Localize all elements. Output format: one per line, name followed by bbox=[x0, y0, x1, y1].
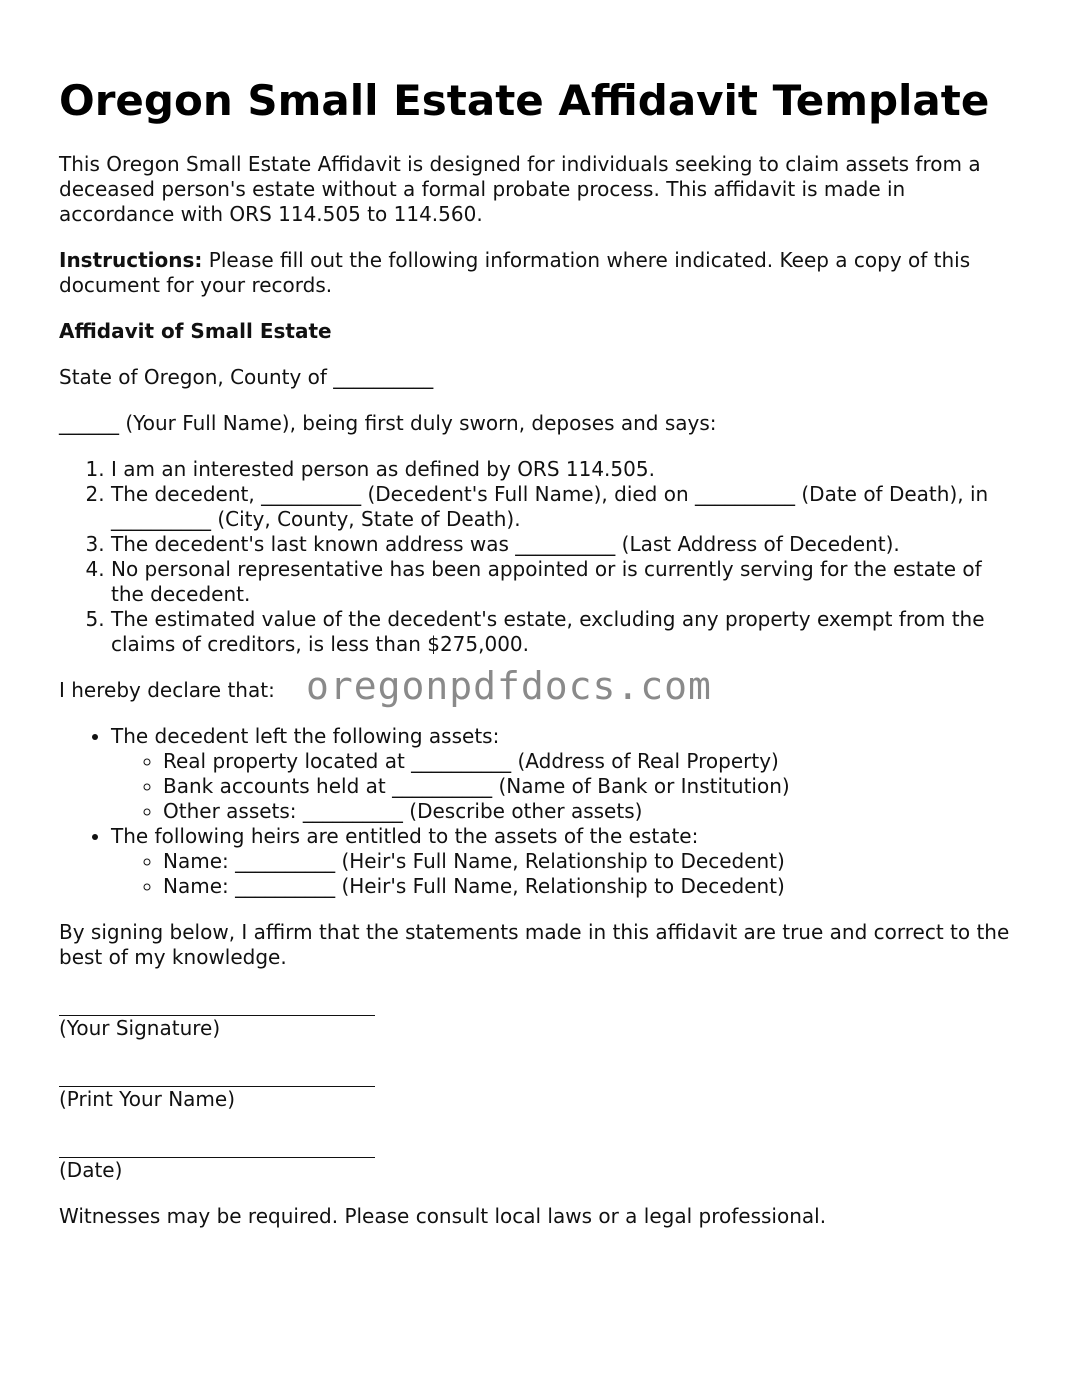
heir-item: ◦ Name: __________ (Heir's Full Name, Relationship to Decedent) bbox=[163, 849, 1019, 874]
intro-paragraph: This Oregon Small Estate Affidavit is designed for individuals seeking to claim assets from a deceased person's estate without a formal probate process. This affidavit is made in accordance with ORS 114.505 to 114.560. bbox=[59, 152, 981, 226]
sworn-line: ______ (Your Full Name), being first duly sworn, deposes and says: bbox=[59, 411, 717, 435]
affirmation-paragraph: By signing below, I affirm that the statements made in this affidavit are true and correct to the best of my knowledge. bbox=[59, 920, 1010, 969]
assets-sublist bbox=[111, 749, 1019, 824]
instructions-text: Please fill out the following information where indicated. Keep a copy of this document for your records. bbox=[59, 248, 971, 297]
declare-label: I hereby declare that: bbox=[59, 678, 275, 702]
heir-item: ◦ Name: __________ (Heir's Full Name, Relationship to Decedent) bbox=[163, 874, 1019, 899]
asset-item: ◦ Real property located at __________ (Address of Real Property) bbox=[163, 749, 1019, 774]
statement-item: 4. No personal representative has been appointed or is currently serving for the estate of the decedent. bbox=[111, 557, 1019, 607]
heirs-sublist bbox=[111, 849, 1019, 899]
statement-item: 3. The decedent's last known address was __________ (Last Address of Decedent). bbox=[111, 532, 1019, 557]
heirs-heading: The following heirs are entitled to the assets of the estate: bbox=[111, 824, 699, 848]
date-line bbox=[59, 1133, 375, 1158]
statement-item: 1. I am an interested person as defined by ORS 114.505. bbox=[111, 457, 1019, 482]
asset-item: ◦ Bank accounts held at __________ (Name of Bank or Institution) bbox=[163, 774, 1019, 799]
statement-item: 5. The estimated value of the decedent's estate, excluding any property exempt from the claims of creditors, is less than $275,000. bbox=[111, 607, 1019, 657]
footer-note: Witnesses may be required. Please consult local laws or a legal professional. bbox=[59, 1204, 827, 1228]
print-name-label: (Print Your Name) bbox=[59, 1087, 236, 1111]
statements-list bbox=[59, 457, 1019, 657]
statement-item: 2. The decedent, __________ (Decedent's Full Name), died on __________ (Date of Death), in __________ (City, County, State of Death). bbox=[111, 482, 1019, 532]
heirs-item bbox=[111, 824, 1019, 899]
signature-label: (Your Signature) bbox=[59, 1016, 221, 1040]
print-name-line bbox=[59, 1062, 375, 1087]
date-label: (Date) bbox=[59, 1158, 123, 1182]
instructions-label: Instructions: bbox=[59, 248, 203, 272]
asset-item: ◦ Other assets: __________ (Describe other assets) bbox=[163, 799, 1019, 824]
document-title: Oregon Small Estate Affidavit Template bbox=[59, 76, 990, 125]
declare-row bbox=[59, 664, 1019, 708]
declarations-list bbox=[59, 724, 1019, 899]
county-line: State of Oregon, County of __________ bbox=[59, 365, 434, 389]
assets-heading: The decedent left the following assets: bbox=[111, 724, 500, 748]
section-heading: Affidavit of Small Estate bbox=[59, 319, 332, 343]
assets-item bbox=[111, 724, 1019, 824]
signature-line bbox=[59, 991, 375, 1016]
instructions-paragraph bbox=[59, 248, 1019, 298]
document-page bbox=[59, 60, 1019, 1250]
watermark: oregonpdfdocs.com bbox=[306, 664, 712, 708]
signature-block bbox=[59, 991, 1019, 1183]
